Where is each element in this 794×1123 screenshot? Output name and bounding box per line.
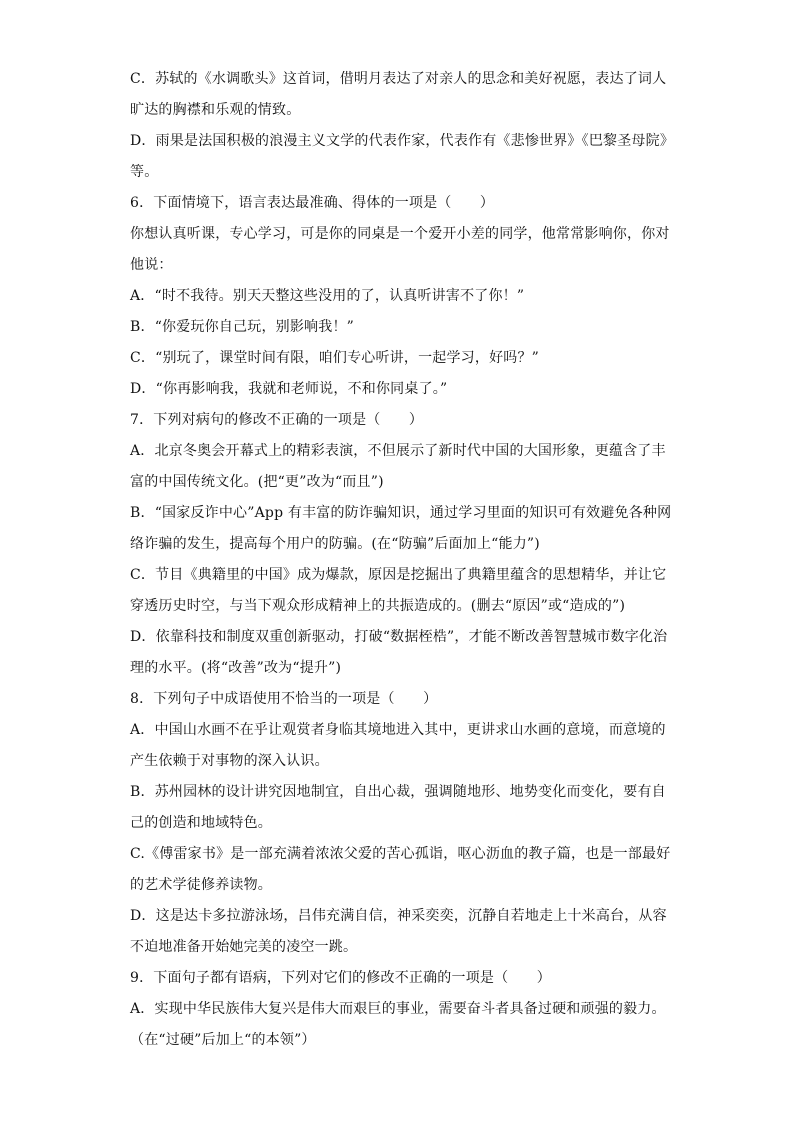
document-page bbox=[130, 64, 675, 1056]
question-9-option-a: （在“过硬”后加上“的本领”） bbox=[130, 1032, 316, 1048]
question-8-option-d: D．这是达卡多拉游泳场，吕伟充满自信，神采奕奕，沉静自若地走上十米高台，从容 bbox=[130, 908, 667, 924]
question-8-option-a: A．中国山水画不在乎让观赏者身临其境地进入其中，更讲求山水画的意境，而意境的 bbox=[130, 722, 666, 738]
question-7-stem: 7．下列对病句的修改不正确的一项是（ ） bbox=[130, 412, 424, 428]
option-c-text: 旷达的胸襟和乐观的情致。 bbox=[130, 102, 301, 118]
option-d-text: 等。 bbox=[130, 164, 159, 180]
question-8-stem: 8．下列句子中成语使用不恰当的一项是（ ） bbox=[130, 691, 438, 707]
question-6-context: 你想认真听课，专心学习，可是你的同桌是一个爱开小差的同学，他常常影响你，你对 bbox=[130, 226, 670, 242]
question-8-option-b: 己的创造和地域特色。 bbox=[130, 815, 272, 831]
option-d-text: D．雨果是法国积极的浪漫主义文学的代表作家，代表作有《悲惨世界》《巴黎圣母院》 bbox=[130, 133, 675, 149]
question-7-option-c: 穿透历史时空，与当下观众形成精神上的共振造成的。(删去“原因”或“造成的”) bbox=[130, 598, 626, 614]
question-7-option-d: D．依靠科技和制度双重创新驱动，打破“数据桎梏”，才能不断改善智慧城市数字化治 bbox=[130, 629, 668, 645]
question-6-context: 他说： bbox=[130, 257, 173, 273]
question-7-option-b: 络诈骗的发生，提高每个用户的防骗。(在“防骗”后面加上“能力”) bbox=[130, 536, 540, 552]
question-6-option-c: C．“别玩了，课堂时间有限，咱们专心听讲，一起学习，好吗？” bbox=[130, 350, 540, 366]
question-8-option-c: C.《傅雷家书》是一部充满着浓浓父爱的苦心孤诣，呕心沥血的教子篇，也是一部最好 bbox=[130, 846, 671, 862]
question-6-option-b: B．“你爱玩你自己玩，别影响我！” bbox=[130, 319, 355, 335]
question-8-option-d: 不迫地准备开始她完美的凌空一跳。 bbox=[130, 939, 358, 955]
question-7-option-a: A．北京冬奥会开幕式上的精彩表演，不但展示了新时代中国的大国形象，更蕴含了丰 bbox=[130, 443, 666, 459]
question-6-option-d: D．“你再影响我，我就和老师说，不和你同桌了。” bbox=[130, 381, 448, 397]
question-7-option-a: 富的中国传统文化。(把“更”改为“而且”) bbox=[130, 474, 384, 490]
question-9-stem: 9．下面句子都有语病，下列对它们的修改不正确的一项是（ ） bbox=[130, 970, 551, 986]
question-7-option-b: B．“国家反诈中心”App 有丰富的防诈骗知识，通过学习里面的知识可有效避免各种网 bbox=[130, 505, 672, 521]
question-8-option-a: 产生依赖于对事物的深入认识。 bbox=[130, 753, 329, 769]
question-6-option-a: A．“时不我待。别天天整这些没用的了，认真听讲害不了你！” bbox=[130, 288, 525, 304]
option-c-text: C．苏轼的《水调歌头》这首词，借明月表达了对亲人的思念和美好祝愿，表达了词人 bbox=[130, 71, 667, 87]
question-8-option-b: B．苏州园林的设计讲究因地制宜，自出心裁，强调随地形、地势变化而变化，要有自 bbox=[130, 784, 666, 800]
question-8-option-c: 的艺术学徒修养读物。 bbox=[130, 877, 272, 893]
question-7-option-c: C．节目《典籍里的中国》成为爆款，原因是挖掘出了典籍里蕴含的思想精华，并让它 bbox=[130, 567, 667, 583]
question-6-stem: 6．下面情境下，语言表达最准确、得体的一项是（ ） bbox=[130, 195, 495, 211]
question-7-option-d: 理的水平。(将“改善”改为“提升”) bbox=[130, 660, 342, 676]
question-9-option-a: A．实现中华民族伟大复兴是伟大而艰巨的事业，需要奋斗者具备过硬和顽强的毅力。 bbox=[130, 1001, 666, 1017]
